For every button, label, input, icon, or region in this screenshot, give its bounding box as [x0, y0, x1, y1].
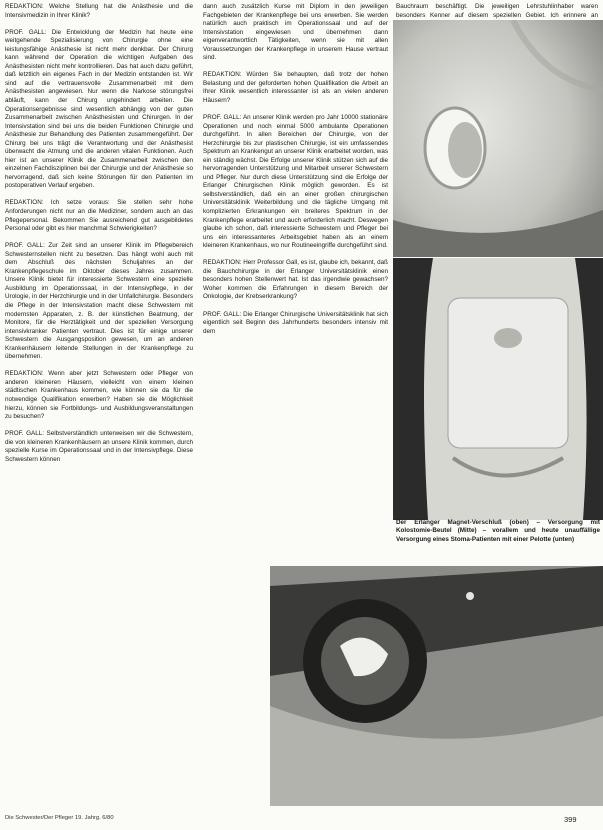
photo-stoma-pelotte [270, 566, 603, 806]
paragraph: REDAKTION: Welche Stellung hat die Anästhesie und die Intensivmedizin in Ihrer Klinik? [5, 3, 193, 19]
paragraph: REDAKTION: Wenn aber jetzt Schwestern oder Pfleger von anderen kleineren Häusern, vielleicht von einem kleinen städtischen Krankenhaus kommen, wie können sie da für die notwendige Qualifikation erwerben? Haben sie die Möglichkeit hierzu, können sie Fortbildungs- und Ausbildungsveranstaltungen zu besuchen? [5, 370, 193, 421]
page-footer: Die Schwester/Der Pfleger 19. Jahrg. 6/80 [5, 815, 114, 821]
paragraph: PROF. GALL: Zur Zeit sind an unserer Klinik im Pflegebereich Schwesternstellen nicht zu besetzen. Das hängt wohl auch mit dem Abschluß des nächsten Schuljahres an der Krankenpflegeschule im Oktober dieses Jahres zusammen. Unsere Klinik bietet für interessierte Schwestern eine spezielle Ausbildung im Operationssaal, in der Intensivpflege, in der Urologie, in der Herzchirurgie und in der Unfallchirurgie. Besonders die Pflege in der Intensivstation macht diese Schwestern mit modernsten Apparaten, z. B. der künstlichen Beatmung, der Monitore, für die Herztätigkeit und der speziellen Versorgung intensivkranker Patienten vertraut. Dies ist für einige unserer Schwestern die Ausgangsposition gewesen, um an anderen Krankenhäusern leitende Stellungen in der Krankenpflege zu übernehmen. [5, 242, 193, 361]
paragraph: PROF. GALL: An unserer Klinik werden pro Jahr 10000 stationäre Operationen und noch einmal 5000 ambulante Operationen durchgeführt. In allen Bereichen der Chirurgie, von der Herzchirurgie bis zur plastischen Chirurgie, ist ein umfassendes Spektrum an Krankengut an unserer Klinik erarbeitet worden, was ein ständig wächst. Die Erfolge unserer Klinik stützen sich auf die hervorragenden Unterstützung und Mitarbeit unserer Schwestern und Pfleger. Nur durch diese Unterstützung sind die Erfolge der Erlanger Chirurgischen Klinik möglich geworden. Es ist selbstverständlich, daß ein an einer großen chirurgischen Universitätsklinik Weiterbildung und die tägliche Umgang mit komplizierten Erkrankungen ein breiteres Spektrum in der Krankenpflege erarbeitet und auch erforderlich macht. Deswegen glaube ich schon, daß interessierte Schwestern und Pfleger bei uns ein interessanteres Arbeitsgebiet haben als an einem kleineren Krankenhaus, wo nur Routineeingriffe durchgeführt sind. [203, 114, 388, 250]
paragraph: Bauchraum beschäftigt. Die jeweiligen Lehrstuhlinhaber waren besonders Kenner auf diesem speziellen Gebiet. Ich erinnere an [396, 3, 598, 19]
article-column-2 [203, 3, 388, 538]
photo-magnet-closure [393, 20, 603, 257]
paragraph: dann auch zusätzlich Kurse mit Diplom in den jeweiligen Fachgebieten der Krankenpflege bei uns erwerben. Sie werden natürlich auch praktisch im Operationssaal und auf der Intensivstation eingewiesen und übernehmen dann eigenverantwortlich Tätigkeiten, wenn sie mit allen Voraussetzungen der Krankenpflege in unserem Hause vertraut sind. [203, 3, 388, 62]
paragraph: REDAKTION: Ich setze voraus: Sie stellen sehr hohe Anforderungen nicht nur an die Mediziner, sondern auch an das Pflegepersonal. Bekommen Sie ausreichend gut ausgebildetes Personal oder gibt es hier manchmal Schwierigkeiten? [5, 199, 193, 233]
paragraph: PROF. GALL: Die Entwicklung der Medizin hat heute eine weitgehende Spezialisierung von Chirurgie ohne eine leistungsfähige Anästhesie ist nicht mehr denkbar. Der Chirurg kann während der Operation die wichtigen Aufgaben des Anästhesisten nicht mehr kontrollieren. Das hat auch dazu geführt, daß letztlich ein eigenes Fach in der Medizin entstanden ist. Wir sind auf die vertrauensvolle Zusammenarbeit mit dem Anästhesisten angewiesen. Nur wenn die Narkose störungsfrei abläuft, kann der Chirurg ungehindert arbeiten. Die Operationsergebnisse sind wesentlich abhängig von der guten Zusammenarbeit zwischen Anästhesisten und Chirurgen. In der Intensivstation sind bei uns die beiden Funktionen Chirurgie und Anästhesie zur Behandlung des Patienten zusammengeführt. Der Chirurg bei uns trägt die Verantwortung und der Anästhesist überwacht die Atmung und die anderen vitalen Funktionen. Auch hier ist an unserer Klinik die Zusammenarbeit zwischen den einzelnen Fachdisziplinen bei der Chirurgie und der Anästhesie so hervorragend, daß sich keine Störungen für den Patienten im postoperativen Verlauf ergeben. [5, 28, 193, 190]
paragraph: REDAKTION: Würden Sie behaupten, daß trotz der hohen Belastung und der geforderten hohen Qualifikation die Arbeit an Ihrer Klinik wesentlich interessanter ist als an vielen anderen Häusern? [203, 71, 388, 104]
paragraph: PROF. GALL: Selbstverständlich unterweisen wir die Schwestern, die von kleineren Krankenhäusern an unsere Klinik kommen, durch spezielle Kurse im Operationssaal und in der Intensivpflege. Diese Schwestern können [5, 430, 193, 463]
photo-colostomy-bag [393, 258, 603, 520]
page-number: 399 [564, 815, 577, 824]
article-column-1 [5, 3, 193, 813]
paragraph: REDAKTION: Herr Professor Gall, es ist, glaube ich, bekannt, daß die Bauchchirurgie in der Erlanger Universitätsklinik einen besonders hohen Stellenwert hat. Ist das irgendwie gewachsen? Woher kommen die Erfahrungen in diesem Bereich der Onkologie, der Krebserkrankung? [203, 259, 388, 301]
paragraph: PROF. GALL: Die Erlanger Chirurgische Universitätsklinik hat sich eigentlich seit Beginn des Jahrhunderts besonders intensiv mit dem [203, 310, 388, 335]
photo-caption: Der Erlanger Magnet-Verschluß (oben) – Versorgung mit Kolostomie-Beutel (Mitte) – vorallem und heute unauffällige Versorgung eines Stoma-Patienten mit einer Pelotte (unten) [396, 519, 600, 543]
